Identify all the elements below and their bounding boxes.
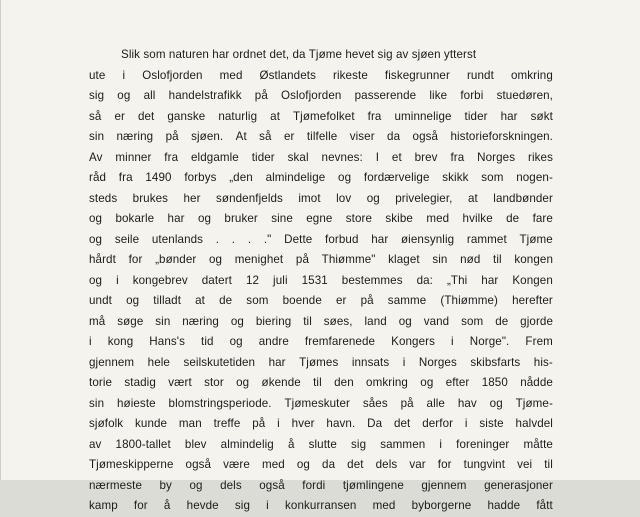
word: sammen	[380, 437, 426, 451]
word: i	[451, 335, 454, 348]
word: og	[209, 253, 223, 266]
text-line	[89, 148, 553, 169]
word: Tjøme	[519, 232, 553, 246]
word: Tjøme-	[515, 396, 553, 410]
word: har	[481, 273, 499, 287]
word: og	[338, 171, 352, 184]
word: Tjømeskuter	[284, 396, 350, 410]
word: 12	[245, 273, 260, 287]
word: vei	[517, 458, 533, 471]
word: og	[420, 376, 434, 389]
word: rundt	[466, 68, 494, 82]
word: da	[322, 458, 336, 471]
word: foreninger	[456, 437, 510, 451]
word: nevnes:	[321, 150, 363, 164]
word: viser	[349, 130, 375, 143]
word: til	[544, 458, 553, 471]
word: næring	[182, 314, 219, 328]
word: være	[223, 458, 250, 471]
word: sin	[89, 130, 105, 143]
text-line	[89, 230, 553, 251]
word: „den	[229, 171, 253, 184]
word: skal	[287, 150, 309, 164]
word: fra	[450, 150, 465, 164]
word: Tjømeskipperne	[89, 458, 174, 471]
word: kong	[107, 335, 134, 348]
word: i	[116, 273, 119, 287]
word: torie	[89, 376, 113, 389]
word: og	[89, 273, 103, 287]
word: Norges	[477, 150, 516, 164]
word: his-	[533, 355, 553, 369]
word: som	[246, 294, 269, 307]
word: nådde	[520, 376, 553, 389]
word: og	[229, 335, 243, 348]
text-line	[89, 189, 553, 210]
word: Oslofjorden	[142, 68, 203, 82]
word: brev	[414, 150, 438, 164]
word: lov	[336, 191, 352, 205]
word: kongen	[514, 253, 553, 266]
word: har	[371, 232, 389, 246]
word: var	[409, 458, 426, 471]
word: og	[366, 191, 380, 205]
text-line	[89, 373, 553, 394]
word: vand	[423, 314, 450, 328]
word: å	[287, 437, 295, 451]
word: til	[303, 314, 312, 328]
word: naturlig	[218, 109, 258, 123]
word: 1490	[145, 171, 172, 184]
text-line	[89, 45, 553, 66]
word: almindelige	[265, 171, 326, 184]
word: i	[122, 68, 126, 82]
word: at	[195, 294, 205, 307]
word: omkring	[510, 68, 553, 82]
text-line	[89, 86, 553, 107]
word: for	[133, 499, 148, 512]
word: efter	[445, 376, 470, 389]
word: øiensynlig	[400, 232, 455, 246]
word: sjøen.	[191, 130, 224, 143]
word: bokarle	[115, 212, 155, 225]
word: rikes	[528, 150, 553, 164]
text-line-content: Slik som naturen har ordnet det, da Tjøme hevet sig av sjøen ytterst	[121, 48, 477, 61]
text-line	[89, 353, 553, 374]
word: tid	[201, 335, 214, 348]
word: tjømlingene	[342, 478, 404, 492]
word: som	[481, 171, 504, 184]
word: sig	[234, 499, 251, 512]
word: og	[197, 212, 212, 225]
word: tider	[464, 109, 488, 123]
text-line	[89, 332, 553, 353]
word: stadig	[124, 376, 156, 389]
word: store	[345, 212, 373, 225]
word: gjennem	[89, 355, 135, 369]
word: i	[464, 417, 468, 430]
word: hver	[291, 417, 315, 430]
word: „bønder	[155, 253, 197, 266]
word: må	[89, 314, 106, 328]
word: råd	[89, 171, 107, 184]
word: 1531	[301, 273, 328, 287]
word: blomstringsperiode.	[168, 396, 272, 410]
word: blev	[184, 437, 207, 451]
word: ute	[89, 68, 106, 82]
word: med	[426, 212, 450, 225]
word: (Thiømme)	[440, 294, 498, 307]
word: på	[254, 89, 268, 102]
word: .	[231, 232, 236, 246]
word: sine	[271, 212, 293, 225]
text-line	[89, 435, 553, 456]
word: de	[219, 294, 233, 307]
word: siste	[479, 417, 504, 430]
word: kamp	[89, 499, 118, 512]
word: nærmeste	[89, 478, 142, 492]
word: Av	[89, 150, 103, 164]
word: til	[493, 253, 502, 266]
word: på	[360, 294, 374, 307]
word: har	[268, 355, 286, 369]
word: uminnelige	[394, 109, 452, 123]
word: på	[400, 396, 414, 410]
word: den	[334, 376, 354, 389]
word: å	[163, 499, 171, 512]
word: brukes	[132, 191, 169, 205]
word: hårdt	[89, 253, 116, 266]
word: klaget	[388, 253, 420, 266]
word: og	[236, 376, 250, 389]
word: handelstrafikk	[168, 89, 242, 102]
word: datert	[201, 273, 232, 287]
word: minner	[115, 150, 152, 164]
word: Dette	[284, 232, 313, 246]
word: Østlandets	[259, 68, 316, 82]
word: nogen-	[516, 171, 553, 184]
word: da	[387, 130, 401, 143]
word: alle	[426, 396, 445, 410]
word: egne	[306, 212, 333, 225]
word: at	[270, 109, 281, 123]
word: bestemmes	[341, 273, 403, 287]
word: har	[500, 109, 518, 123]
word: fare	[532, 212, 553, 225]
word: i	[402, 355, 406, 369]
word: da:	[416, 273, 433, 287]
word: i	[266, 499, 269, 512]
word: omkring	[366, 376, 408, 389]
word: boende	[282, 294, 322, 307]
word: Norges	[418, 355, 457, 369]
word: like	[429, 89, 448, 102]
word: .	[215, 232, 220, 246]
word: 1850	[481, 376, 508, 389]
word: fordi	[302, 478, 326, 492]
word: har	[167, 212, 185, 225]
word: sin	[155, 314, 171, 328]
text-line	[89, 66, 553, 87]
word: gjorde	[520, 314, 553, 328]
word: kunde	[135, 417, 168, 430]
word: også	[185, 458, 212, 471]
word: på	[252, 417, 266, 430]
word: rammet	[466, 232, 507, 246]
word: Tjømes	[299, 355, 339, 369]
word: de	[506, 212, 520, 225]
text-line	[89, 291, 553, 312]
word: seile	[114, 232, 140, 246]
word: til	[313, 376, 322, 389]
text-line	[89, 496, 553, 517]
word: forbys	[184, 171, 217, 184]
word: rikeste	[333, 68, 368, 82]
word: næring	[116, 130, 154, 143]
word: også	[259, 478, 285, 492]
word: by	[159, 478, 172, 492]
word: almindelig	[220, 437, 274, 451]
word: andre	[258, 335, 289, 348]
word: på	[295, 253, 309, 266]
word: høieste	[116, 396, 156, 410]
word: fra	[118, 171, 133, 184]
word: dels	[375, 458, 398, 471]
word: innsats	[351, 355, 390, 369]
word: med	[261, 458, 285, 471]
word: dels	[220, 478, 242, 492]
word: hevde	[186, 499, 219, 512]
word: i	[277, 417, 280, 430]
word: det	[137, 109, 155, 123]
word: passerende	[354, 89, 417, 102]
word: byborgerne	[411, 499, 472, 512]
word: fordærvelige	[363, 171, 430, 184]
word: som	[461, 314, 484, 328]
text-line	[89, 209, 553, 230]
word: land	[364, 314, 387, 328]
word: et	[391, 150, 402, 164]
word: steds	[89, 191, 118, 205]
word: hav	[457, 396, 477, 410]
word: bruker	[224, 212, 258, 225]
word: og	[230, 314, 244, 328]
word: er	[335, 294, 347, 307]
word: for	[437, 458, 452, 471]
word: At	[235, 130, 247, 143]
word: forbud	[325, 232, 359, 246]
word: derfor	[422, 417, 454, 430]
word: Kongers	[391, 335, 436, 348]
word: seilskutetiden	[183, 355, 256, 369]
word: tilfelle	[306, 130, 338, 143]
word: Hans's	[149, 335, 185, 348]
word: og	[296, 458, 310, 471]
word: utenlands	[151, 232, 204, 246]
word: også	[412, 130, 439, 143]
word: de	[495, 314, 509, 328]
word: søkt	[530, 109, 553, 123]
word: stor	[204, 376, 224, 389]
text-line	[89, 476, 553, 497]
text-line	[89, 455, 553, 476]
word: nød	[460, 253, 481, 266]
word: er	[283, 130, 295, 143]
word: „Thi	[446, 273, 468, 287]
word: og	[189, 478, 203, 492]
word: søge	[117, 314, 144, 328]
word: Oslofjorden	[281, 89, 342, 102]
word: hele	[147, 355, 170, 369]
word: Norge".	[469, 335, 510, 348]
text-line	[89, 250, 553, 271]
word: herefter	[512, 294, 553, 307]
word: tungvint	[463, 458, 506, 471]
word: det	[393, 417, 411, 430]
text-line	[89, 414, 553, 435]
word: og	[89, 232, 103, 246]
word: slutte	[308, 437, 337, 451]
word: så	[89, 109, 102, 123]
word: er	[114, 109, 125, 123]
word: på	[165, 130, 179, 143]
word: og	[117, 89, 131, 102]
word: 1800-tallet	[115, 437, 171, 451]
word: at	[467, 191, 478, 205]
word: juli	[273, 273, 288, 287]
word: Frem	[525, 335, 553, 348]
word: for	[128, 253, 143, 266]
word: treffe	[213, 417, 241, 430]
word: sjøfolk	[89, 417, 124, 430]
word: i	[439, 437, 443, 451]
word: og	[126, 294, 140, 307]
word: biering	[255, 314, 292, 328]
word: Tjømefolket	[293, 109, 355, 123]
word: kongebrev	[132, 273, 188, 287]
word: skibsfarts	[470, 355, 521, 369]
word: ."	[263, 232, 272, 246]
word: søndenfjelds	[216, 191, 283, 205]
word: stuedøren,	[496, 89, 553, 102]
word: søes,	[323, 314, 353, 328]
word: menighet	[234, 253, 284, 266]
word: hadde	[487, 499, 521, 512]
word: måtte	[523, 437, 553, 451]
word: gjennem	[421, 478, 467, 492]
word: Kongen	[512, 273, 553, 287]
word: med	[219, 68, 243, 82]
word: av	[89, 437, 102, 451]
word: vært	[168, 376, 192, 389]
word: .	[247, 232, 252, 246]
word: fått	[536, 499, 553, 512]
word: imot	[298, 191, 321, 205]
word: skibe	[385, 212, 413, 225]
body-text	[89, 45, 553, 517]
word: sig	[351, 437, 367, 451]
word: man	[178, 417, 202, 430]
word: her	[183, 191, 201, 205]
word: fra	[367, 109, 382, 123]
word: hvilke	[462, 212, 493, 225]
word: sin	[89, 396, 105, 410]
word: fra	[164, 150, 179, 164]
text-line	[89, 107, 553, 128]
word: Da	[367, 417, 383, 430]
word: sig	[89, 89, 105, 102]
word: I	[375, 150, 380, 164]
text-line	[89, 127, 553, 148]
word: forbi	[460, 89, 484, 102]
word: med	[372, 499, 396, 512]
word: eldgamle	[191, 150, 239, 164]
word: ganske	[167, 109, 206, 123]
word: det	[347, 458, 364, 471]
word: og	[89, 212, 103, 225]
word: fiskegrunner	[384, 68, 450, 82]
word: tider	[251, 150, 275, 164]
word: historieforskningen.	[450, 130, 553, 143]
word: Thiømme"	[321, 253, 376, 266]
word: skikk	[442, 171, 469, 184]
word: økende	[261, 376, 301, 389]
word: generasjoner	[484, 478, 553, 492]
word: all	[143, 89, 156, 102]
word: så	[259, 130, 272, 143]
text-line	[89, 394, 553, 415]
word: halvdel	[515, 417, 553, 430]
word: fremfarenede	[304, 335, 376, 348]
word: i	[89, 335, 92, 348]
text-line	[89, 168, 553, 189]
word: såes	[362, 396, 388, 410]
word: konkurransen	[285, 499, 357, 512]
word: undt	[89, 294, 112, 307]
word: privelegier,	[395, 191, 453, 205]
word: samme	[387, 294, 427, 307]
text-line	[89, 312, 553, 333]
text-line	[89, 271, 553, 292]
word: og	[398, 314, 412, 328]
word: sin	[432, 253, 448, 266]
word: og	[489, 396, 503, 410]
word: havn.	[326, 417, 356, 430]
word: landbønder	[493, 191, 553, 205]
word: tilladt	[153, 294, 182, 307]
